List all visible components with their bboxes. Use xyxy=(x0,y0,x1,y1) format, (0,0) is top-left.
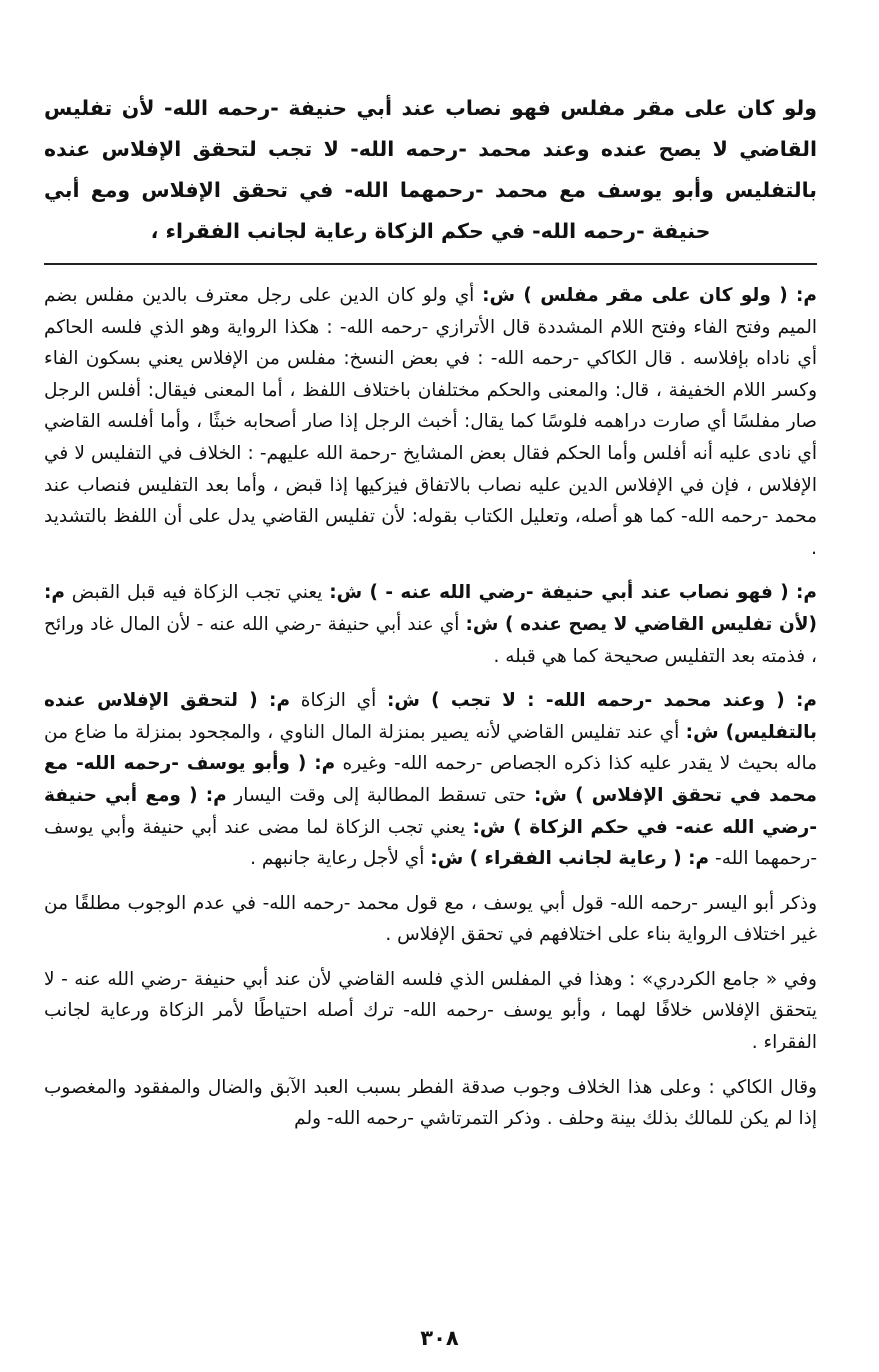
matn-quote: م: ( فهو نصاب عند أبي حنيفة -رضي الله عنه - ) ش: xyxy=(329,582,817,604)
commentary-text: يعني تجب الزكاة لما مضى عند أبي حنيفة وأبي يوسف -رحمهما الله- xyxy=(44,816,817,870)
commentary-paragraph-1 xyxy=(44,280,817,564)
matn-quote: م: ( وأبو يوسف -رحمه الله- مع محمد في تحقق الإفلاس ) ش: xyxy=(44,753,817,806)
commentary-paragraph-5: وفي « جامع الكردري» : وهذا في المفلس الذي فلسه القاضي لأن عند أبي حنيفة -رضي الله عنه - لا يتحقق الإفلاس خلافًا لهما ، وأبو يوسف -رحمه الله- ترك أصله احتياطًا لأمر الزكاة ورعاية لجانب الفقراء . xyxy=(44,968,817,1054)
matn-text: ولو كان على مقر مفلس فهو نصاب عند أبي حنيفة -رحمه الله- لأن تفليس القاضي لا يصح عنده وعند محمد -رحمه الله- لا تجب لتحقق الإفلاس عنده بالتفليس وأبو يوسف مع محمد -رحمهما الله- في تحقق الإفلاس ومع أبي حنيفة -رحمه الله- في حكم الزكاة رعاية لجانب الفقراء ، xyxy=(44,96,817,243)
matn-quote: م: (لأن تفليس القاضي لا يصح عنده ) ش: xyxy=(44,582,817,635)
separator-rule xyxy=(44,263,817,265)
commentary-text: يعني تجب الزكاة فيه قبل القبض xyxy=(71,582,323,604)
matn-quote: م: ( رعاية لجانب الفقراء ) ش: xyxy=(430,848,710,870)
commentary-text: حتى تسقط المطالبة إلى وقت اليسار xyxy=(234,784,527,806)
commentary-text: أي لأجل رعاية جانبهم . xyxy=(250,848,425,870)
page-number: ٣٠٨ xyxy=(420,1326,459,1350)
commentary-paragraph-4: وذكر أبو اليسر -رحمه الله- قول أبي يوسف ، مع قول محمد -رحمه الله- في عدم الوجوب مطلقًا من غير اختلاف الرواية بناء على اختلافهم في تحقق الإفلاس . xyxy=(44,892,817,946)
commentary-text: أي الزكاة xyxy=(300,690,377,712)
commentary-text: أي ولو كان الدين على رجل معترف بالدين مفلس بضم الميم وفتح الفاء وفتح اللام المشددة قال الأترازي -رحمه الله- : هكذا الرواية وهو الذي فلسه الحاكم أي ناداه بإفلاسه . قال الكاكي -رحمه الله- : في بعض النسخ: مفلس من الإفلاس يعني بسكون الفاء وكسر اللام الخفيفة ، قال: والمعنى والحكم مختلفان باختلاف اللفظ ، أما المعنى فيقال: أفلس الرجل صار مفلسًا أي صارت دراهمه فلوسًا كما يقال: أخبث الرجل إذا صار أصحابه خبثًا ، وأما أفلسه القاضي أي نادى عليه أنه أفلس وأما الحكم فقال بعض المشايخ -رحمة الله عليهم- : الخلاف في التفليس لا في الإفلاس ، فإن في الإفلاس الدين عليه نصاب بالاتفاق فيزكيها إذا قبض ، وأما بعد التفليس فنصاب عند محمد -رحمه الله- كما هو أصله، وتعليل الكتاب بقوله: لأن تفليس القاضي يدل على أن اللفظ بالتشديد . xyxy=(44,285,817,559)
commentary-paragraph-6: وقال الكاكي : وعلى هذا الخلاف وجوب صدقة الفطر بسبب العبد الآبق والضال والمفقود والمغصوب إذا لم يكن للمالك بذلك بينة وحلف . وذكر التمرتاشي -رحمه الله- ولم xyxy=(44,1076,817,1130)
matn-quote: م: ( وعند محمد -رحمه الله- : لا تجب ) ش: xyxy=(386,690,817,712)
matn-quote: م: ( لتحقق الإفلاس عنده بالتفليس) ش: xyxy=(44,690,817,743)
commentary xyxy=(44,280,817,1148)
commentary-paragraph-2 xyxy=(44,577,817,672)
commentary-text: أي عند أبي حنيفة -رضي الله عنه - لأن المال غاد ورائح ، فذمته بعد التفليس صحيحة كما هي قبله . xyxy=(44,613,817,667)
matn-quote: م: ( ولو كان على مقر مفلس ) ش: xyxy=(482,285,817,306)
matn-quote: م: ( ومع أبي حنيفة -رضي الله عنه- في حكم الزكاة ) ش: xyxy=(44,784,817,838)
commentary-text: أي عند تفليس القاضي لأنه يصير بمنزلة المال الناوي ، والمجحود بمنزلة ما ضاع من ماله بحيث لا يقدر عليه كذا ذكره الجصاص -رحمه الله- وغيره xyxy=(44,721,817,775)
commentary-paragraph-3 xyxy=(44,685,817,875)
